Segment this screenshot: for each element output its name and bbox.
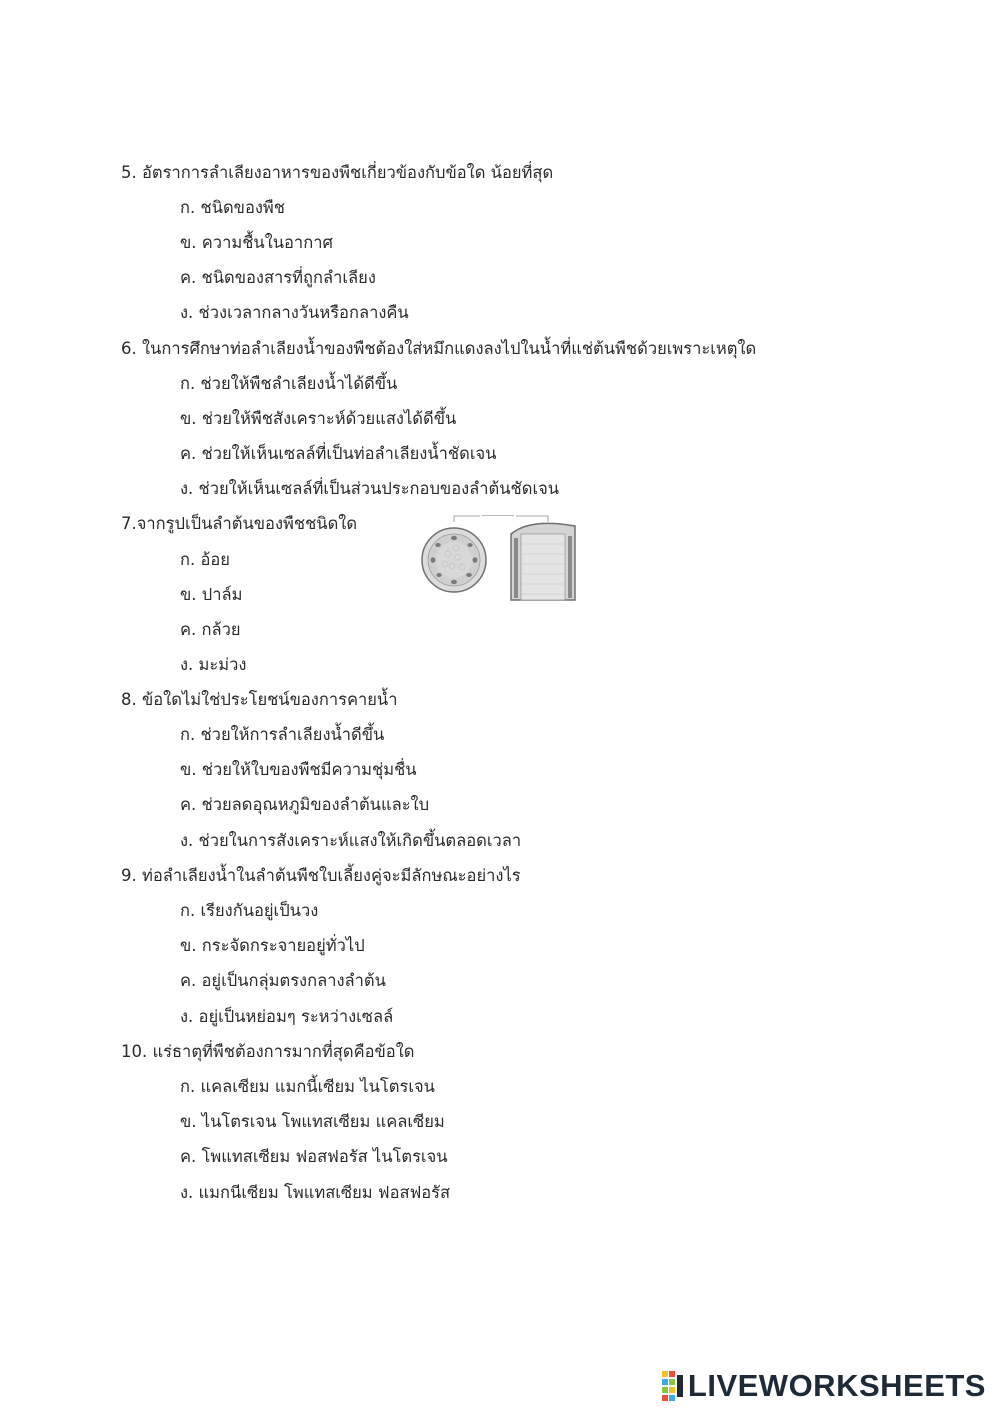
question-8-option-c[interactable]: ค. ช่วยลดอุณหภูมิของลำต้นและใบ [180, 795, 430, 814]
question-10-option-a[interactable]: ก. แคลเซียม แมกนี้เซียม ไนโตรเจน [180, 1077, 435, 1096]
question-5-option-b[interactable]: ข. ความชื้นในอากาศ [180, 233, 333, 252]
question-9-option-c[interactable]: ค. อยู่เป็นกลุ่มตรงกลางลำต้น [180, 971, 386, 990]
question-9-option-d[interactable]: ง. อยู่เป็นหย่อมๆ ระหว่างเซลล์ [180, 1007, 394, 1026]
question-8-text: 8. ข้อใดไม่ใช่ประโยชน์ของการคายน้ำ [121, 690, 398, 709]
stem-cross-section-figure [418, 512, 578, 602]
question-5-option-a[interactable]: ก. ชนิดของพืช [180, 198, 285, 217]
question-7-option-a[interactable]: ก. อ้อย [180, 550, 230, 569]
question-7-option-b[interactable]: ข. ปาล์ม [180, 585, 243, 604]
question-10-option-c[interactable]: ค. โพแทสเซียม ฟอสฟอรัส ไนโตรเจน [180, 1147, 448, 1166]
liveworksheets-logo-icon [662, 1371, 684, 1401]
question-9-text: 9. ท่อลำเลียงน้ำในลำต้นพืชใบเลี้ยงคู่จะมีลักษณะอย่างไร [121, 866, 521, 885]
liveworksheets-brand-text: LIVEWORKSHEETS [687, 1368, 986, 1403]
question-6-option-a[interactable]: ก. ช่วยให้พืชลำเลียงน้ำได้ดีขึ้น [180, 374, 398, 393]
question-5-text: 5. อัตราการลำเลียงอาหารของพืชเกี่ยวข้องกับข้อใด น้อยที่สุด [121, 163, 554, 182]
question-5-option-d[interactable]: ง. ช่วงเวลากลางวันหรือกลางคืน [180, 303, 409, 322]
question-10-option-b[interactable]: ข. ไนโตรเจน โพแทสเซียม แคลเซียม [180, 1112, 445, 1131]
liveworksheets-logo [662, 1368, 986, 1404]
question-9-option-b[interactable]: ข. กระจัดกระจายอยู่ทั่วไป [180, 936, 365, 955]
question-5-option-c[interactable]: ค. ชนิดของสารที่ถูกลำเลียง [180, 268, 376, 287]
question-6-option-d[interactable]: ง. ช่วยให้เห็นเซลล์ที่เป็นส่วนประกอบของลำต้นชัดเจน [180, 479, 560, 498]
question-6-option-b[interactable]: ข. ช่วยให้พืชสังเคราะห์ด้วยแสงได้ดีขึ้น [180, 409, 457, 428]
question-8-option-b[interactable]: ข. ช่วยให้ใบของพืชมีความชุ่มชื่น [180, 760, 417, 779]
question-7-text: 7.จากรูปเป็นลำต้นของพืชชนิดใด [121, 514, 358, 533]
question-10-option-d[interactable]: ง. แมกนีเซียม โพแทสเซียม ฟอสฟอรัส [180, 1183, 451, 1202]
question-8-option-a[interactable]: ก. ช่วยให้การลำเลียงน้ำดีขึ้น [180, 725, 385, 744]
question-8-option-d[interactable]: ง. ช่วยในการสังเคราะห์แสงให้เกิดขึ้นตลอดเวลา [180, 831, 522, 850]
question-7-option-c[interactable]: ค. กล้วย [180, 620, 241, 639]
question-6-text: 6. ในการศึกษาท่อลำเลียงน้ำของพืชต้องใส่หมึกแดงลงไปในน้ำที่แช่ต้นพืชด้วยเพราะเหตุใด [121, 339, 757, 358]
question-10-text: 10. แร่ธาตุที่พืชต้องการมากที่สุดคือข้อใด [121, 1042, 415, 1061]
question-6-option-c[interactable]: ค. ช่วยให้เห็นเซลล์ที่เป็นท่อลำเลียงน้ำชัดเจน [180, 444, 497, 463]
question-7-option-d[interactable]: ง. มะม่วง [180, 655, 247, 674]
question-9-option-a[interactable]: ก. เรียงกันอยู่เป็นวง [180, 901, 319, 920]
